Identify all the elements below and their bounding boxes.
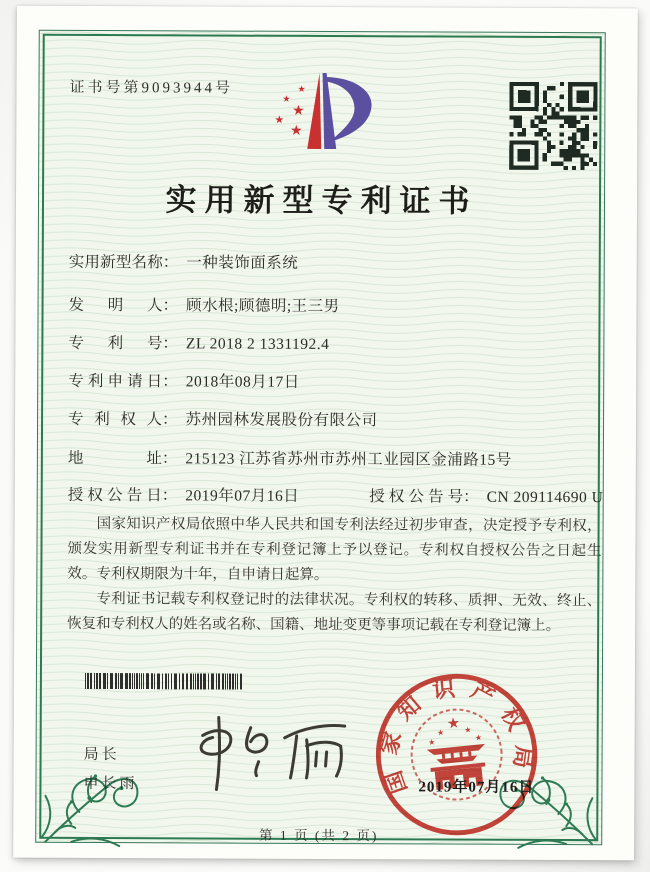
- field-label: 专利权人: [68, 410, 163, 429]
- logo-red-wedge: [307, 73, 321, 149]
- certificate-paper: [13, 6, 638, 861]
- field-colon: ：: [162, 254, 179, 272]
- logo-star-icon: ★: [274, 113, 285, 127]
- field-value: CN 209114690 U: [486, 488, 604, 507]
- field-grant-publication-number: [369, 488, 603, 506]
- field-value: ZL 2018 2 1331192.4: [185, 335, 330, 354]
- field-label: 专利号: [68, 334, 163, 353]
- seal-authority-text: 国家知识产权局: [376, 674, 537, 797]
- logo-star-icon: ★: [297, 84, 306, 95]
- field-filing-date: [68, 369, 300, 392]
- logo-star-icon: ★: [282, 94, 291, 105]
- field-colon: ：: [161, 450, 178, 468]
- barcode: [84, 673, 244, 690]
- field-colon: ：: [162, 297, 179, 315]
- field-value: 215123 江苏省苏州市苏州工业园区金浦路15号: [185, 450, 512, 469]
- field-value: 2019年07月16日: [185, 487, 300, 505]
- field-label: 发明人: [68, 296, 163, 315]
- legal-text-block: [67, 512, 602, 639]
- field-value: 顾水根;顾德明;王三男: [186, 297, 340, 316]
- legal-paragraph: 国家知识产权局依照中华人民共和国专利法经过初步审查，决定授予专利权，颁发实用新型专利证书并在专利登记簿上予以登记。专利权自授权公告之日起生效。专利权期限为十年，自申请日起算。: [67, 516, 602, 584]
- legal-paragraph: 专利证书记载专利权登记时的法律状况。专利权的转移、质押、无效、终止、恢复和专利权人的姓名或名称、国籍、地址变更等事项记载在专利登记簿上。: [67, 591, 602, 635]
- field-address: [68, 446, 512, 470]
- field-value: 苏州园林发展股份有限公司: [185, 411, 378, 430]
- page-number: 第 1 页 (共 2 页): [259, 827, 379, 844]
- logo-star-icon: ★: [290, 122, 303, 139]
- field-utility-model-name: [69, 250, 299, 273]
- emblem-star-icon: ★: [463, 725, 472, 735]
- logo-star-icon: ★: [292, 102, 305, 119]
- qr-code: [509, 82, 597, 170]
- cnipa-logo-icon: [259, 69, 424, 178]
- signature: [188, 709, 353, 795]
- field-grant-row: [68, 483, 604, 507]
- officer-name: 申长雨: [83, 775, 138, 793]
- emblem-star-icon: ★: [436, 727, 445, 738]
- certificate-title: 实用新型专利证书: [165, 182, 478, 219]
- officer-block: [83, 741, 137, 799]
- field-inventors: [69, 293, 340, 316]
- certificate-number: 证书号第9093944号: [69, 79, 234, 97]
- field-colon: ：: [162, 411, 178, 429]
- officer-title: 局长: [83, 746, 120, 764]
- field-patent-number: [68, 331, 329, 354]
- field-colon: ：: [463, 488, 479, 506]
- field-colon: ：: [161, 487, 178, 505]
- emblem-star-icon: ★: [474, 732, 483, 743]
- field-value: 2018年08月17日: [185, 373, 300, 391]
- field-label: 授权公告日: [67, 486, 162, 505]
- field-label: 实用新型名称: [68, 253, 163, 272]
- official-seal: [360, 658, 553, 851]
- emblem-star-icon: ★: [427, 737, 436, 748]
- field-label: 专利申请日: [68, 372, 163, 391]
- seal-date: 2019年07月16日: [418, 779, 535, 796]
- field-label: 授权公告号: [369, 488, 464, 506]
- field-label: 地址: [67, 449, 162, 468]
- field-colon: ：: [162, 373, 178, 391]
- field-grant-date: [68, 487, 300, 505]
- field-patentee: [68, 407, 378, 430]
- emblem-star-icon: ★: [446, 714, 461, 733]
- field-colon: ：: [162, 335, 178, 353]
- field-value: 一种装饰面系统: [186, 254, 299, 272]
